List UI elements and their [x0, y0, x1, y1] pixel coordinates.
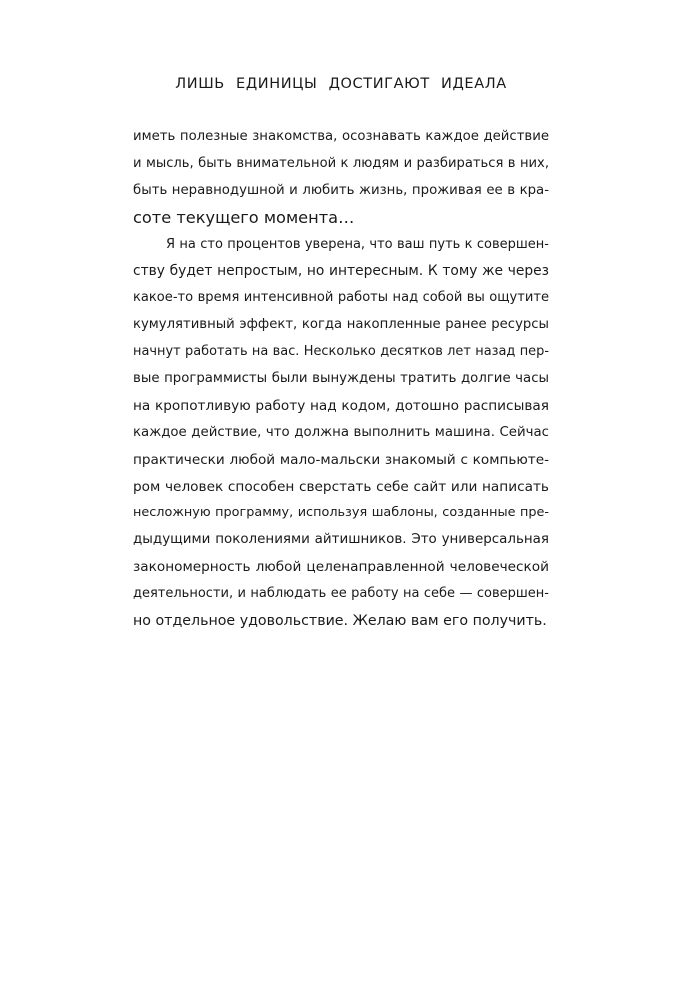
text-line: вые программисты были вынуждены тратить долгие часы: [133, 371, 549, 387]
text-line: деятельности, и наблюдать ее работу на себе — совершен-: [133, 586, 549, 602]
text-line: дыдущими поколениями айтишников. Это универсальная: [133, 532, 549, 548]
text-line: какое-то время интенсивной работы над собой вы ощутите: [133, 290, 549, 306]
text-line: и мысль, быть внимательной к людям и разбираться в них,: [133, 155, 549, 171]
text-line: но отдельное удовольствие. Желаю вам его получить.: [133, 613, 547, 630]
text-line: закономерность любой целенаправленной человеческой: [133, 559, 549, 576]
text-line: ству будет непростым, но интересным. К тому же через: [133, 263, 549, 280]
text-line: начнут работать на вас. Несколько десятков лет назад пер-: [133, 344, 549, 360]
text-line: кумулятивный эффект, когда накопленные ранее ресурсы: [133, 317, 549, 333]
running-head: ЛИШЬ ЕДИНИЦЫ ДОСТИГАЮТ ИДЕАЛА: [175, 76, 507, 92]
text-line: каждое действие, что должна выполнить машина. Сейчас: [133, 424, 549, 440]
text-line: быть неравнодушной и любить жизнь, проживая ее в кра-: [133, 182, 549, 198]
text-line: несложную программу, используя шаблоны, созданные пре-: [133, 505, 549, 521]
text-line: иметь полезные знакомства, осознавать каждое действие: [133, 129, 549, 144]
text-line: на кропотливую работу над кодом, дотошно расписывая: [133, 397, 549, 414]
text-line: Я на сто процентов уверена, что ваш путь к совершен-: [166, 236, 549, 252]
text-line: практически любой мало-мальски знакомый с компьюте-: [133, 451, 549, 468]
body-text: [133, 124, 549, 635]
text-line: соте текущего момента…: [133, 207, 355, 227]
text-line: ром человек способен сверстать себе сайт или написать: [133, 478, 549, 495]
